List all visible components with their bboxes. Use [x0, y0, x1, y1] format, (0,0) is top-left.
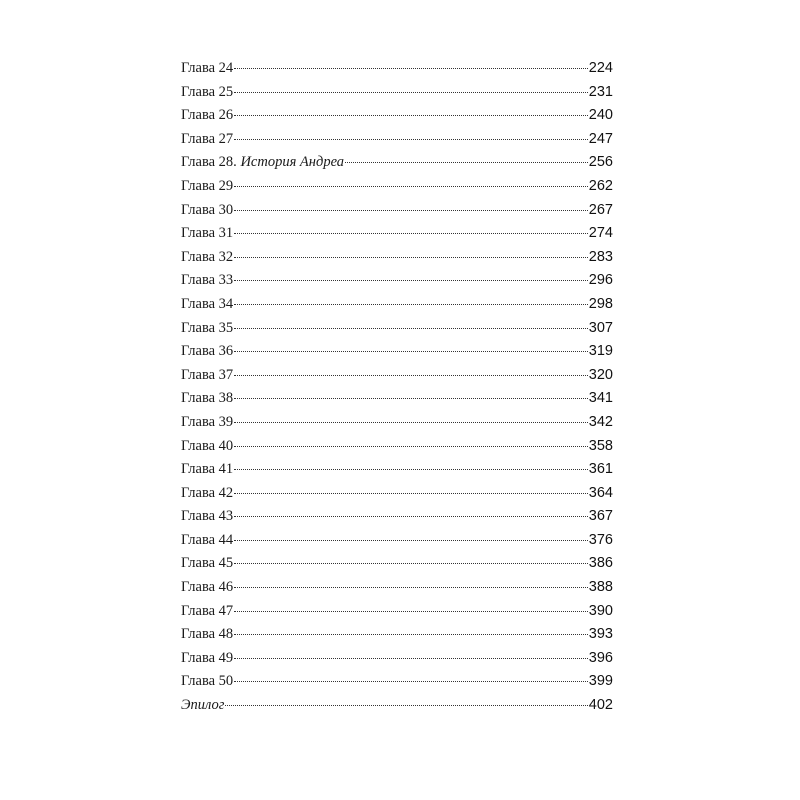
dot-leader: [234, 68, 588, 69]
toc-entry[interactable]: [181, 367, 613, 391]
toc-page-number: 267: [588, 201, 613, 218]
dot-leader: [234, 681, 588, 682]
toc-page-number: 320: [588, 366, 613, 383]
toc-entry-title: Глава 50: [181, 673, 234, 690]
toc-entry[interactable]: [181, 650, 613, 674]
toc-entry[interactable]: [181, 603, 613, 627]
toc-page-number: 393: [588, 626, 613, 643]
dot-leader: [234, 587, 588, 588]
toc-entry[interactable]: [181, 107, 613, 131]
toc-entry-title: Глава 43: [181, 508, 234, 525]
toc-page-number: 361: [588, 461, 613, 478]
toc-entry-title: Глава 27: [181, 130, 234, 147]
toc-entry[interactable]: [181, 579, 613, 603]
toc-page-number: 390: [588, 602, 613, 619]
toc-entry[interactable]: [181, 532, 613, 556]
dot-leader: [234, 257, 588, 258]
dot-leader: [234, 139, 588, 140]
dot-leader: [234, 186, 588, 187]
toc-entry[interactable]: [181, 626, 613, 650]
toc-entry[interactable]: [181, 131, 613, 155]
toc-page-number: 231: [588, 83, 613, 100]
toc-page-number: 367: [588, 508, 613, 525]
toc-page-number: 296: [588, 272, 613, 289]
toc-entry[interactable]: [181, 414, 613, 438]
toc-page-number: 240: [588, 107, 613, 124]
dot-leader: [234, 351, 588, 352]
toc-entry-title: Глава 45: [181, 555, 234, 572]
toc-entry-title: Глава 36: [181, 343, 234, 360]
toc-page-number: 386: [588, 555, 613, 572]
toc-page-number: 376: [588, 531, 613, 548]
toc-entry-title: Глава 41: [181, 461, 234, 478]
toc-page-number: 283: [588, 248, 613, 265]
toc-entry-title: Глава 42: [181, 484, 234, 501]
toc-entry[interactable]: [181, 697, 613, 721]
toc-entry[interactable]: [181, 508, 613, 532]
toc-entry-title: Глава 48: [181, 626, 234, 643]
toc-entry[interactable]: [181, 84, 613, 108]
toc-entry-title: Глава 32: [181, 248, 234, 265]
dot-leader: [234, 516, 588, 517]
toc-entry-title: Глава 26: [181, 107, 234, 124]
toc-entry-title: Глава 47: [181, 602, 234, 619]
toc-entry[interactable]: [181, 249, 613, 273]
toc-entry-title: Глава 24: [181, 60, 234, 76]
dot-leader: [234, 398, 588, 399]
toc-entry-title: Глава 37: [181, 366, 234, 383]
toc-entry[interactable]: [181, 343, 613, 367]
toc-entry-subtitle: История Андреа: [240, 154, 345, 171]
dot-leader: [234, 611, 588, 612]
toc-entry-title: Глава 28. История Андреа: [181, 154, 345, 171]
dot-leader: [234, 446, 588, 447]
toc-entry-title: Глава 29: [181, 177, 234, 194]
dot-leader: [234, 493, 588, 494]
dot-leader: [234, 328, 588, 329]
toc-page-number: 298: [588, 295, 613, 312]
toc-page-number: 307: [588, 319, 613, 336]
toc-entry[interactable]: [181, 202, 613, 226]
toc-page-number: 224: [588, 60, 613, 76]
dot-leader: [234, 375, 588, 376]
toc-entry[interactable]: [181, 178, 613, 202]
toc-page-number: 342: [588, 413, 613, 430]
toc-entry-title: Глава 35: [181, 319, 234, 336]
toc-page-number: 396: [588, 649, 613, 666]
dot-leader: [234, 280, 588, 281]
toc-entry[interactable]: [181, 673, 613, 697]
table-of-contents: [181, 60, 613, 721]
dot-leader: [225, 705, 587, 706]
toc-entry[interactable]: [181, 272, 613, 296]
toc-page-number: 256: [588, 154, 613, 171]
toc-entry-title: Эпилог: [181, 697, 225, 714]
toc-entry-title: Глава 40: [181, 437, 234, 454]
dot-leader: [234, 540, 588, 541]
toc-entry-title: Глава 30: [181, 201, 234, 218]
dot-leader: [234, 469, 588, 470]
toc-page-number: 402: [588, 697, 613, 714]
dot-leader: [234, 658, 588, 659]
toc-entry[interactable]: [181, 555, 613, 579]
toc-entry[interactable]: [181, 296, 613, 320]
toc-page-number: 364: [588, 484, 613, 501]
toc-entry[interactable]: [181, 461, 613, 485]
toc-entry[interactable]: [181, 438, 613, 462]
dot-leader: [234, 422, 588, 423]
toc-page-number: 358: [588, 437, 613, 454]
dot-leader: [234, 210, 588, 211]
toc-page-number: 388: [588, 579, 613, 596]
toc-entry[interactable]: [181, 225, 613, 249]
toc-entry-title: Глава 34: [181, 295, 234, 312]
toc-entry-title: Глава 44: [181, 531, 234, 548]
toc-page-number: 399: [588, 673, 613, 690]
toc-entry-title: Глава 25: [181, 83, 234, 100]
dot-leader: [234, 92, 588, 93]
toc-page-number: 274: [588, 225, 613, 242]
toc-entry-title: Глава 49: [181, 649, 234, 666]
toc-entry[interactable]: [181, 390, 613, 414]
toc-entry[interactable]: [181, 60, 613, 84]
dot-leader: [234, 563, 588, 564]
toc-entry[interactable]: [181, 485, 613, 509]
dot-leader: [234, 304, 588, 305]
dot-leader: [234, 233, 588, 234]
toc-page-number: 247: [588, 130, 613, 147]
toc-page-number: 341: [588, 390, 613, 407]
toc-page-number: 262: [588, 177, 613, 194]
toc-entry-title: Глава 38: [181, 390, 234, 407]
dot-leader: [345, 162, 588, 163]
toc-entry-title: Глава 33: [181, 272, 234, 289]
dot-leader: [234, 634, 588, 635]
toc-entry-title: Глава 46: [181, 579, 234, 596]
toc-entry-title: Глава 31: [181, 225, 234, 242]
dot-leader: [234, 115, 588, 116]
toc-page-number: 319: [588, 343, 613, 360]
toc-entry[interactable]: [181, 154, 613, 178]
toc-entry-title: Глава 39: [181, 413, 234, 430]
toc-entry[interactable]: [181, 320, 613, 344]
